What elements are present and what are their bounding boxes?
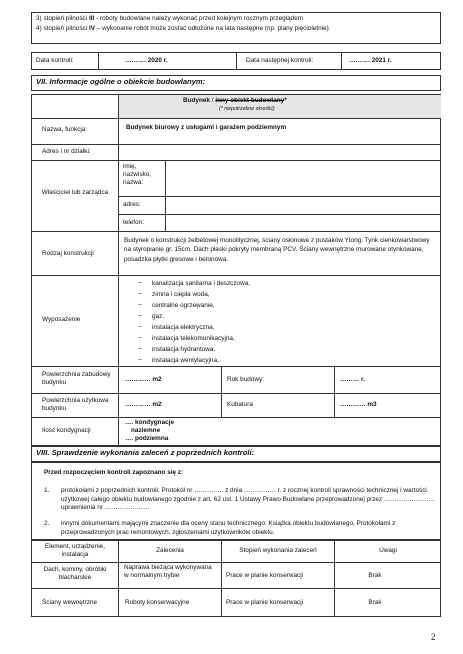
owner-name-label: imię, nazwisko, nazwa: — [123, 163, 152, 186]
col-header-element: Element, urządzenie, instalacja — [44, 543, 106, 558]
col-header-completion: Stopień wykonania zaleceń — [239, 547, 317, 554]
col-header-remarks: Uwagi — [379, 547, 397, 554]
table-cell[interactable]: Brak — [368, 599, 382, 606]
section-7-title: VII. Informacje ogólne o obiekcie budowlanym: — [36, 77, 206, 86]
control-date-label: Data kontroli: — [36, 57, 74, 64]
urgency-line-3: 3) stopień pilności III - roboty budowlane należy wykonać przed kolejnym rocznym przeglądem — [36, 15, 304, 22]
equipment-item: zimna i ciepła woda, — [152, 291, 210, 298]
owner-label: Właściciel lub zarządca — [41, 189, 109, 196]
year-built-value[interactable]: ……… r. — [340, 376, 365, 383]
floors-above-value[interactable]: …. kondygnacje — [125, 419, 175, 426]
usable-area-value[interactable]: ………… m2 — [125, 401, 162, 408]
equipment-item: gaz, — [152, 313, 165, 320]
built-area-value[interactable]: ………… m2 — [125, 376, 162, 383]
table-cell: Ściany wewnętrzne — [42, 599, 98, 606]
page-number: 2 — [431, 632, 436, 642]
control-date-value[interactable]: ………. 2020 r. — [125, 57, 168, 64]
table-cell[interactable]: Prace w planie konserwacji — [226, 599, 304, 606]
next-control-date-value[interactable]: ………. 2021 r. — [349, 57, 392, 64]
usable-area-label: Powierzchnia użytkowa budynku — [42, 397, 109, 412]
equipment-item: instalacja telekomunikacyjna, — [152, 335, 235, 342]
owner-phone-label: telefon: — [123, 219, 144, 226]
address-label: Adres i nr działki: — [42, 148, 91, 155]
equipment-item: instalacja hydrantowa, — [152, 346, 216, 353]
equipment-item: kanalizacja sanitarna i deszczowa, — [152, 280, 251, 287]
item-1-number: 1. — [44, 487, 50, 494]
equipment-item: instalacja wentylacyjna, — [152, 357, 219, 364]
construction-value[interactable]: Budynek o konstrukcji żelbetowej monolitycznej, ściany osłonowe z pustaków Ytong. Tynk cienkowarstwowy na styropianie gr. 15cm. Dach płaski pokryty membraną PCV. Ściany wewnętrzne murowane otynkowane, posadzka płytki gresowe i betonowa. — [124, 237, 430, 263]
urgency-line-4: 4) stopień pilności IV – wykonanie robót może zostać odłożone na lata następne (np. plany pięcioletnie) — [36, 25, 329, 32]
next-control-date-label: Data następnej kontroli: — [246, 57, 314, 64]
construction-label: Rodzaj konstrukcji — [42, 250, 94, 257]
col-header-recommendations: Zalecenia — [156, 547, 184, 554]
item-1-text: protokołami z poprzednich kontroli: Protokół nr ………….. z dnia …………… r. z rocznej kontroli sprawności technicznej i wartości użytkowej całego obiektu budowlanego zgodnie z art. 62 ust. 1 Ustawy Prawo Budowlane przeprowadzonej przez ……………………uprawnienia nr ………………… — [61, 487, 436, 512]
building-type-heading: Budynek / inny obiekt budowlany* — [183, 97, 287, 104]
owner-address-label: adres: — [123, 201, 141, 208]
name-function-label: Nazwa, funkcja: — [42, 126, 88, 133]
floors-below-value[interactable]: …. podziemna — [125, 435, 169, 442]
table-cell[interactable]: Naprawa bieżąca wykonywana w normalnym trybie — [124, 564, 212, 579]
equipment-label: Wyposażenie — [42, 316, 81, 323]
equipment-item: instalacja elektryczna, — [152, 324, 215, 331]
table-cell[interactable]: Brak — [368, 572, 382, 579]
item-2-text: innymi dokumentami mającymi znaczenie dla oceny stanu technicznego: Książka obiektu budowlanego, Protokołami z przeprowadzonych prac remontowych, zgłoszeniami użytkowników obiektu. — [61, 520, 396, 536]
volume-value[interactable]: ………… m3 — [340, 401, 377, 408]
floors-label: Ilość kondygnacji — [42, 427, 91, 434]
table-cell[interactable]: Prace w planie konserwacji — [226, 572, 304, 579]
year-built-label: Rok budowy: — [227, 376, 264, 383]
built-area-label: Powierzchnia zabudowy budynku — [42, 371, 111, 386]
item-2-number: 2. — [44, 520, 50, 527]
table-cell: Dach, kominy, obróbki blacharskie — [43, 566, 107, 581]
section-8-intro: Przed rozpoczęciem kontroli zapoznano się z: — [44, 469, 184, 476]
volume-label: Kubatura — [227, 401, 253, 408]
floors-above-word: naziemne — [131, 427, 161, 434]
equipment-item: centralne ogrzewanie, — [152, 302, 215, 309]
strike-note: (* niepotrzebne skreślić) — [219, 106, 275, 112]
name-function-value[interactable]: Budynek biurowy z usługami i garażem podziemnym — [126, 124, 287, 131]
section-8-title: VIII. Sprawdzenie wykonania zaleceń z poprzednich kontroli: — [36, 448, 255, 457]
table-cell[interactable]: Roboty konserwacyjne — [125, 599, 190, 606]
